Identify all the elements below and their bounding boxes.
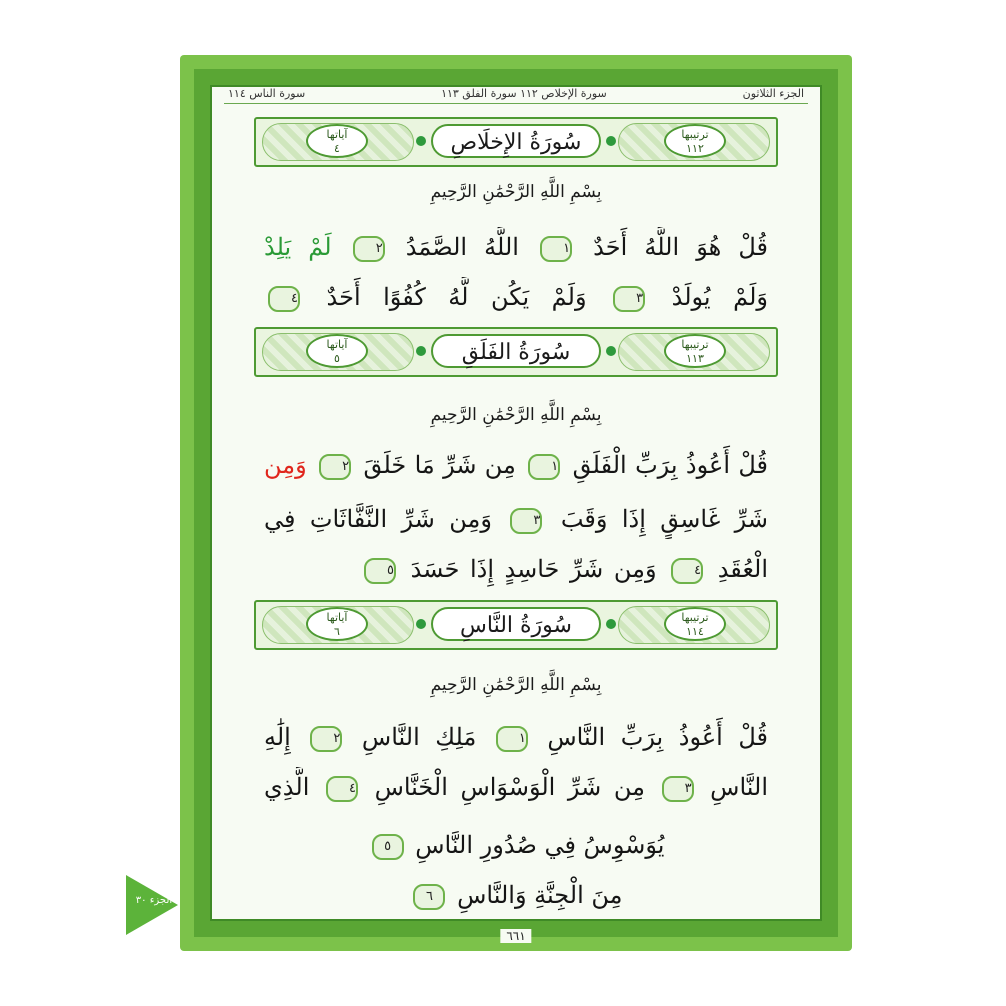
ayah-marker: ٢ [310,726,342,752]
ornament-dot-icon [606,136,616,146]
verse-text: مِنَ الْجِنَّةِ وَالنَّاسِ [457,881,623,909]
runner-surahs: سورة الإخلاص ١١٢ سورة الفلق ١١٣ [441,86,607,100]
running-header [224,83,808,104]
surah-header-nas [254,600,778,650]
ayah-marker: ٣ [510,508,542,534]
page-frame [180,55,852,951]
surah-order-medallion: ترتيبها ١١٤ [664,607,726,641]
surah-title: سُورَةُ الفَلَقِ [431,334,601,368]
basmala: بِسْمِ اللَّهِ الرَّحْمَٰنِ الرَّحِيمِ [430,675,602,695]
ayah-marker: ١ [540,236,572,262]
ayah-marker: ٣ [613,286,645,312]
surah-order-medallion: ترتيبها ١١٢ [664,124,726,158]
ayah-marker: ١ [496,726,528,752]
verse-text: مِن شَرِّ مَا خَلَقَ [363,451,516,479]
verse-text: اللَّهُ الصَّمَدُ [405,233,519,261]
juz-tab-label: الجزء ٣٠ [135,895,173,906]
verse-text: قُلْ أَعُوذُ بِرَبِّ النَّاسِ [547,723,768,751]
verse-text: شَرِّ غَاسِقٍ إِذَا وَقَبَ [560,505,768,533]
page-number: ٦٦١ [500,929,531,943]
surah-header-falaq [254,327,778,377]
verse-text: النَّاسِ [710,773,768,801]
ayah-marker: ١ [528,454,560,480]
surah-header-ikhlas [254,117,778,167]
verse-text: الْعُقَدِ [717,555,768,583]
verse-text: مِن شَرِّ الْوَسْوَاسِ الْخَنَّاسِ [374,773,645,801]
verse-text: وَلَمْ يَكُن لَّهُ كُفُوًا أَحَدٌ [326,283,587,311]
verse-text: قُلْ أَعُوذُ بِرَبِّ الْفَلَقِ [572,451,768,479]
verse-line [264,767,768,807]
ornament-dot-icon [606,619,616,629]
ayah-marker: ٣ [662,776,694,802]
verse-text: لَمْ يَلِدْ [264,233,332,261]
ayah-marker: ٥ [372,834,404,860]
verse-text: وَمِن [264,451,307,479]
verse-line [264,875,768,915]
verse-line [264,277,768,317]
ayah-marker: ٢ [319,454,351,480]
surah-title: سُورَةُ الإِخلَاصِ [431,124,601,158]
verse-text: وَلَمْ يُولَدْ [671,283,768,311]
ayah-marker: ٤ [326,776,358,802]
verse-text: وَمِن شَرِّ النَّفَّاثَاتِ فِي [264,505,492,533]
ornament-dot-icon [416,619,426,629]
ayah-marker: ٤ [268,286,300,312]
runner-last-surah: سورة الناس ١١٤ [228,86,306,100]
basmala: بِسْمِ اللَّهِ الرَّحْمَٰنِ الرَّحِيمِ [430,405,602,425]
surah-ayat-medallion: آياتها ٦ [306,607,368,641]
ornament-dot-icon [416,346,426,356]
ornament-dot-icon [606,346,616,356]
verse-line [264,499,768,539]
verse-line [264,445,768,485]
ayah-marker: ٦ [413,884,445,910]
surah-ayat-medallion: آياتها ٥ [306,334,368,368]
surah-order-medallion: ترتيبها ١١٣ [664,334,726,368]
verse-line [264,717,768,757]
ayah-marker: ٥ [364,558,396,584]
ornament-dot-icon [416,136,426,146]
verse-text: مَلِكِ النَّاسِ [361,723,477,751]
verse-line [264,227,768,267]
surah-ayat-medallion: آياتها ٤ [306,124,368,158]
verse-text: قُلْ هُوَ اللَّهُ أَحَدٌ [593,233,768,261]
runner-juz: الجزء الثلاثون [742,86,804,100]
ayah-marker: ٢ [353,236,385,262]
verse-text: يُوَسْوِسُ فِي صُدُورِ النَّاسِ [415,831,665,859]
verse-line [360,549,768,589]
ayah-marker: ٤ [671,558,703,584]
verse-line [264,825,768,865]
surah-title: سُورَةُ النَّاسِ [431,607,601,641]
verse-text: وَمِن شَرِّ حَاسِدٍ إِذَا حَسَدَ [410,555,657,583]
basmala: بِسْمِ اللَّهِ الرَّحْمَٰنِ الرَّحِيمِ [430,182,602,202]
verse-text: إِلَٰهِ [264,723,291,751]
verse-text: الَّذِي [264,773,310,801]
